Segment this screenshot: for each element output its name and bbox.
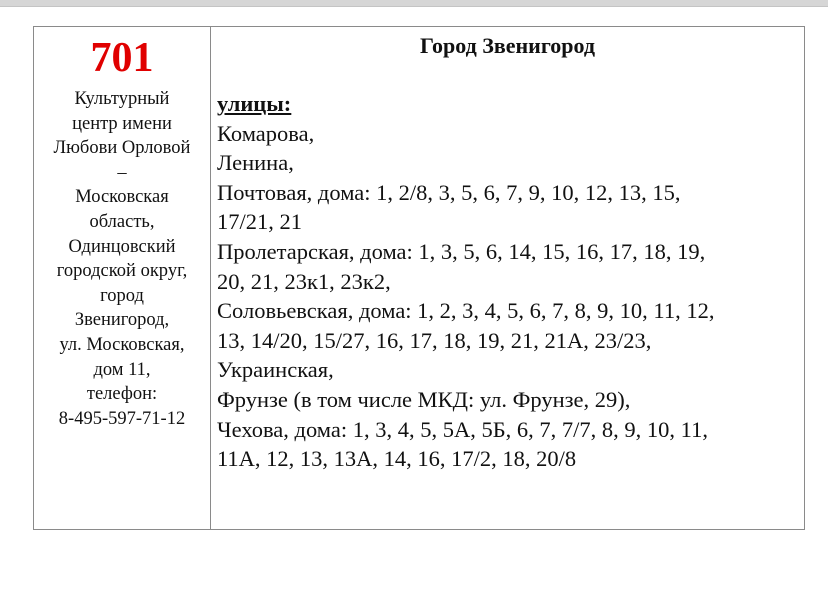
address-line: Любови Орловой [53, 138, 191, 159]
area-title: Город Звенигород [419, 33, 596, 58]
street-line: Комарова, [217, 120, 315, 146]
street-line: Чехова, дома: 1, 3, 4, 5, 5А, 5Б, 6, 7, 7/7, 8, 9, 10, 11, [217, 416, 708, 442]
area-cell [211, 27, 804, 529]
street-line: Соловьевская, дома: 1, 2, 3, 4, 5, 6, 7, 8, 9, 10, 11, 12, [217, 298, 715, 324]
streets-list [217, 89, 714, 474]
station-address [34, 87, 210, 431]
address-line: центр имени [72, 113, 172, 134]
address-line: Культурный [74, 89, 170, 109]
streets-heading: улицы: [217, 91, 292, 116]
address-line: область, [89, 211, 155, 232]
address-line: телефон: [86, 384, 158, 405]
address-line: город [100, 285, 144, 306]
station-cell [34, 27, 211, 529]
street-line: 13, 14/20, 15/27, 16, 17, 18, 19, 21, 21А, 23/23, [217, 327, 652, 353]
address-line: Одинцовский [68, 236, 176, 257]
address-line: дом 11, [93, 359, 151, 380]
address-line: Московская [75, 187, 169, 208]
address-line: – [117, 162, 127, 183]
address-line: Звенигород, [74, 310, 170, 331]
street-line: Почтовая, дома: 1, 2/8, 3, 5, 6, 7, 9, 10, 12, 13, 15, [217, 179, 681, 205]
street-line: Ленина, [217, 150, 294, 176]
address-line: городской округ, [56, 261, 188, 282]
street-line: Фрунзе (в том числе МКД: ул. Фрунзе, 29), [217, 386, 631, 412]
polling-station-table [33, 26, 805, 530]
street-line: Пролетарская, дома: 1, 3, 5, 6, 14, 15, 16, 17, 18, 19, [217, 238, 706, 264]
top-bar [0, 0, 828, 7]
address-line: ул. Московская, [59, 334, 185, 355]
address-line: 8-495-597-71-12 [58, 408, 186, 429]
station-number: 701 [90, 35, 154, 81]
street-line: 17/21, 21 [217, 209, 303, 235]
street-line: 11А, 12, 13, 13А, 14, 16, 17/2, 18, 20/8 [217, 446, 577, 472]
street-line: Украинская, [217, 357, 334, 383]
street-line: 20, 21, 23к1, 23к2, [217, 268, 391, 294]
